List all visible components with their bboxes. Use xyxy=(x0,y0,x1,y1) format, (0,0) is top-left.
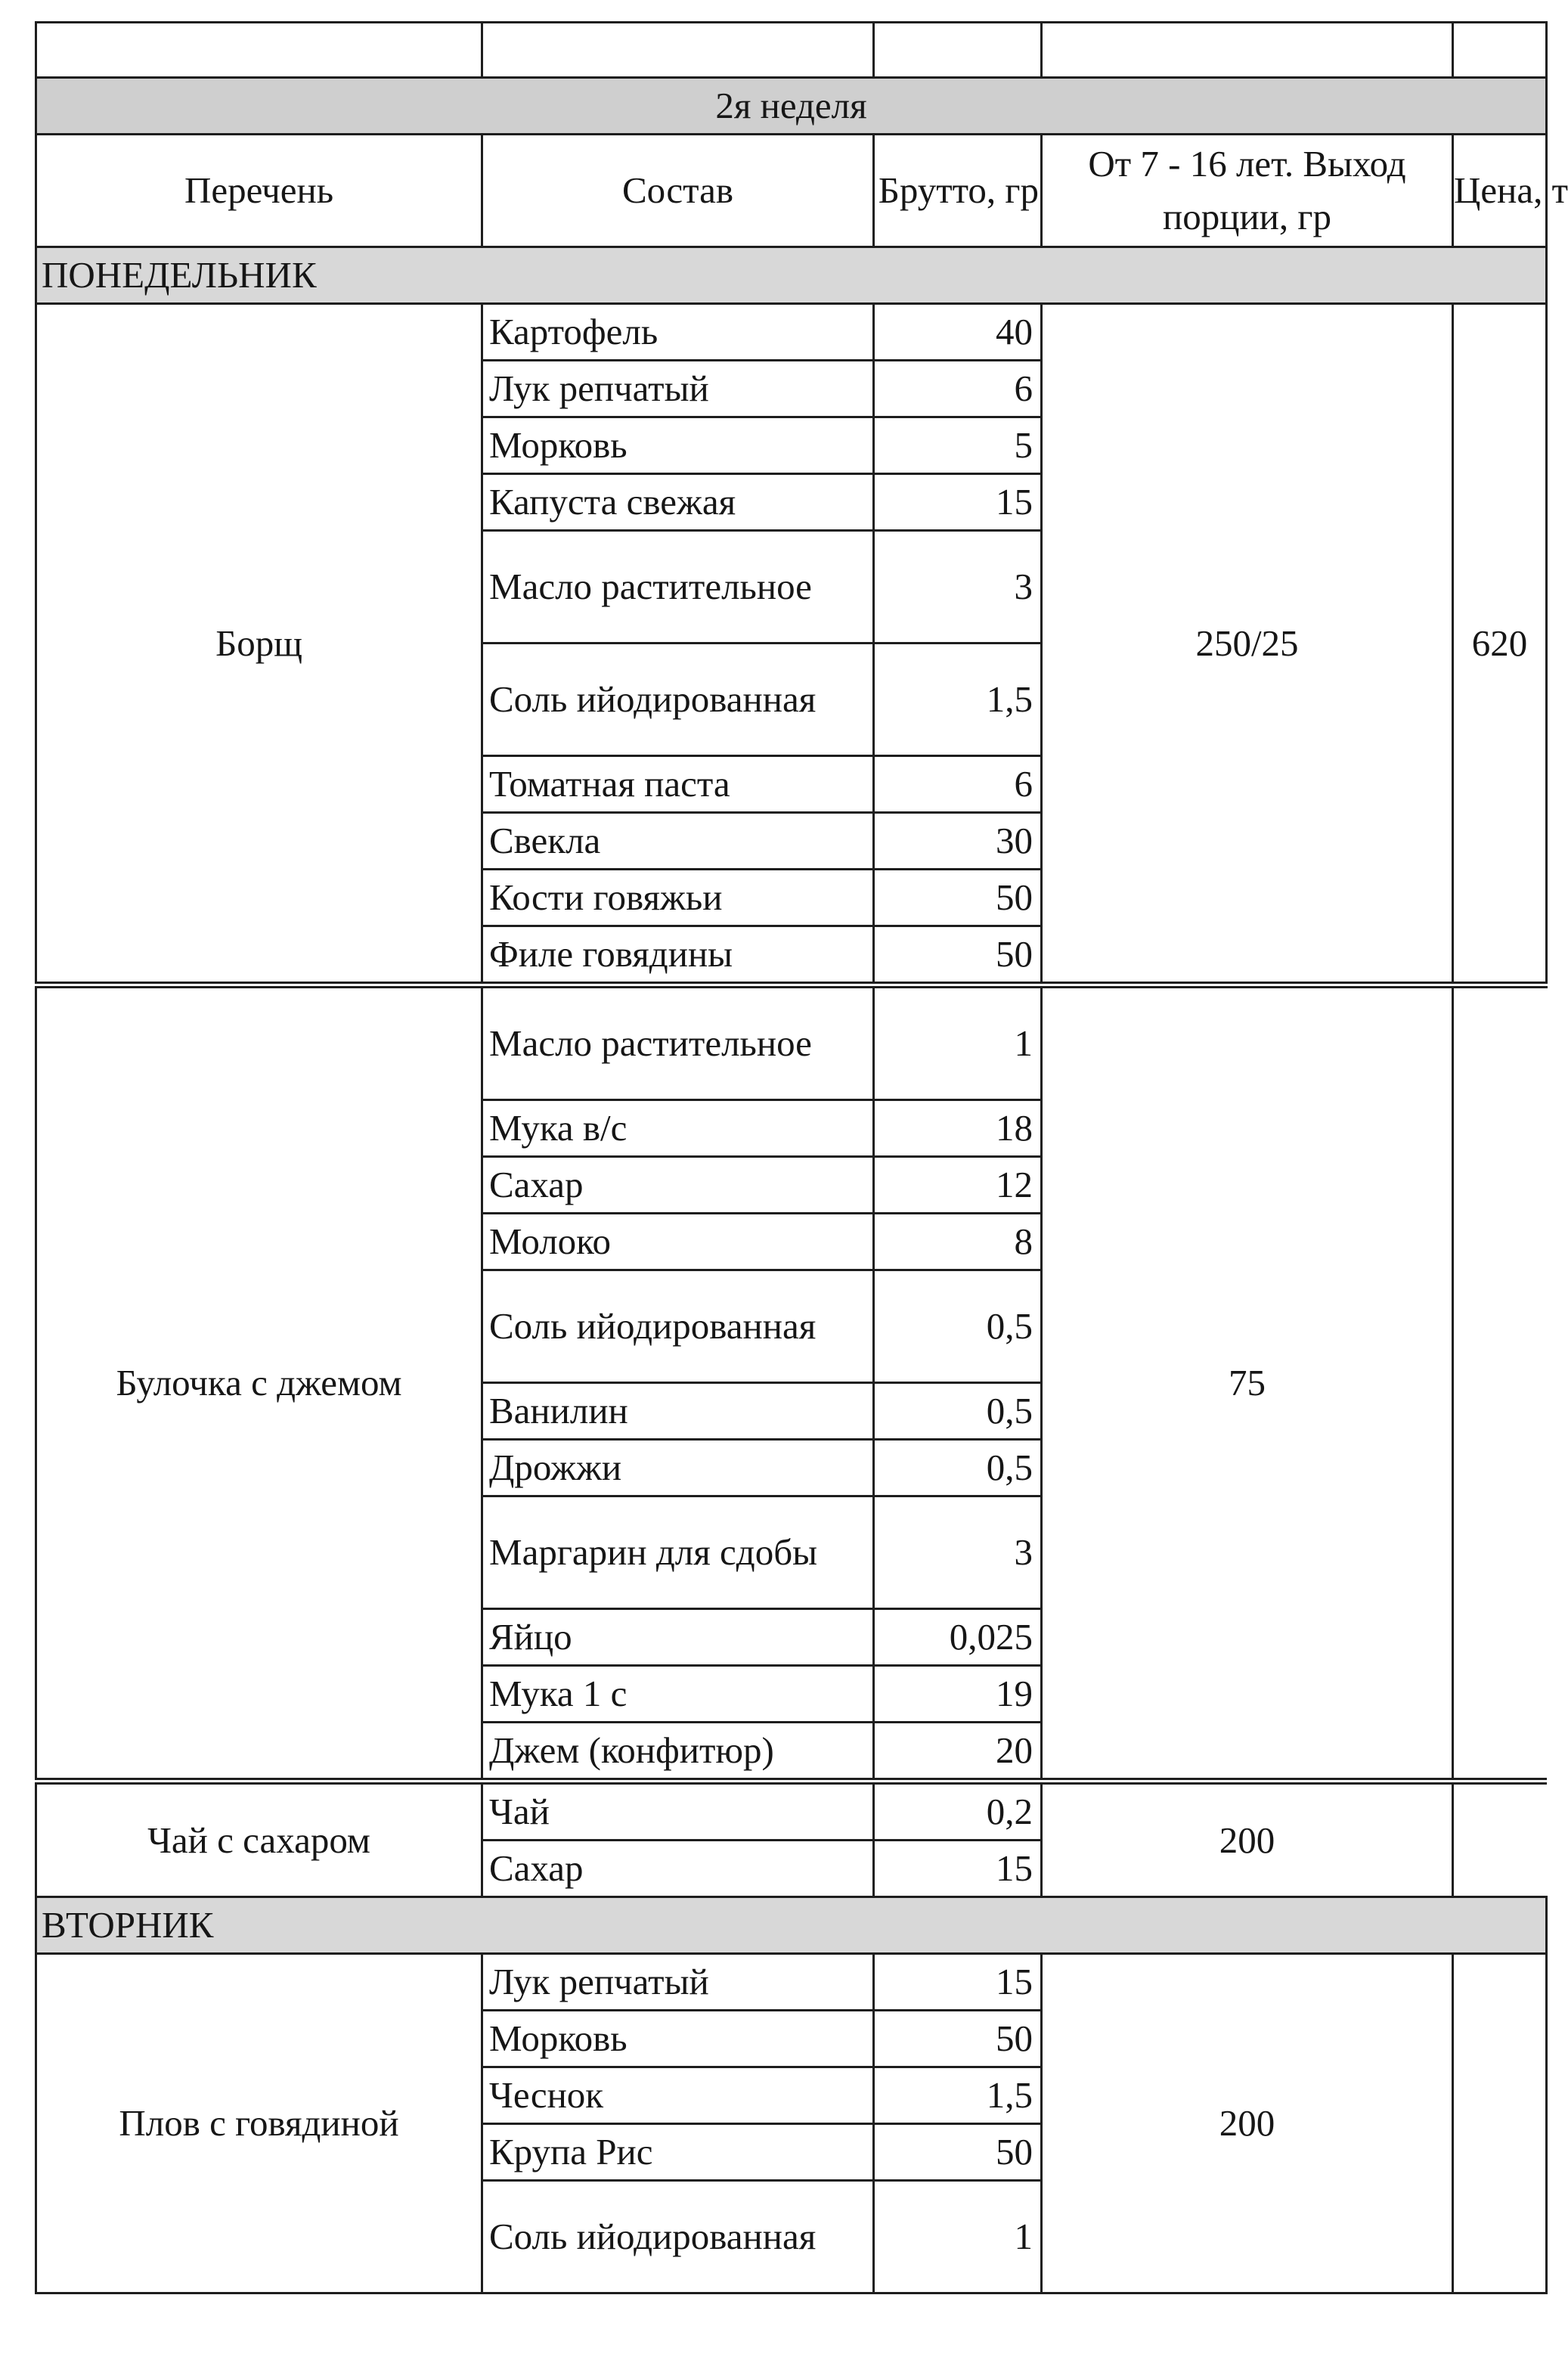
dish-output: 250/25 xyxy=(1042,304,1453,985)
day-header-row xyxy=(36,247,1547,304)
ingredient-row xyxy=(36,985,1547,1100)
week-title: 2я неделя xyxy=(36,78,1547,135)
ingredient-gross: 12 xyxy=(874,1157,1042,1214)
dish-output: 200 xyxy=(1042,1782,1453,1897)
ingredient-gross: 30 xyxy=(874,813,1042,870)
blank-cell xyxy=(874,23,1042,78)
ingredient-gross: 8 xyxy=(874,1214,1042,1270)
ingredient-gross: 3 xyxy=(874,1496,1042,1609)
ingredient-row xyxy=(36,304,1547,361)
ingredient-gross: 18 xyxy=(874,1100,1042,1157)
ingredient-name: Томатная паста xyxy=(482,756,874,813)
ingredient-name: Сахар xyxy=(482,1841,874,1897)
ingredient-name: Молоко xyxy=(482,1214,874,1270)
ingredient-name: Лук репчатый xyxy=(482,1954,874,2011)
dish-name: Плов с говядиной xyxy=(36,1954,482,2293)
ingredient-name: Маргарин для сдобы xyxy=(482,1496,874,1609)
ingredient-gross: 15 xyxy=(874,474,1042,531)
dish-name: Булочка с джемом xyxy=(36,985,482,1782)
ingredient-gross: 5 xyxy=(874,417,1042,474)
ingredient-name: Чай xyxy=(482,1782,874,1841)
ingredient-name: Капуста свежая xyxy=(482,474,874,531)
ingredient-gross: 1 xyxy=(874,985,1042,1100)
col-header-price: Цена, т xyxy=(1453,135,1547,247)
day-name: ВТОРНИК xyxy=(36,1897,1547,1954)
blank-cell xyxy=(1042,23,1453,78)
col-header-composition: Состав xyxy=(482,135,874,247)
ingredient-name: Джем (конфитюр) xyxy=(482,1723,874,1782)
menu-table xyxy=(35,21,1568,2294)
ingredient-name: Масло растительное xyxy=(482,531,874,644)
ingredient-gross: 0,5 xyxy=(874,1440,1042,1496)
dish-group xyxy=(36,985,1547,1782)
col-header-list: Перечень xyxy=(36,135,482,247)
ingredient-row xyxy=(36,1954,1547,2011)
ingredient-gross: 50 xyxy=(874,2011,1042,2067)
day-header-row xyxy=(36,1897,1547,1954)
ingredient-name: Чеснок xyxy=(482,2067,874,2124)
col-header-output-line2: порции, гр xyxy=(1163,196,1331,237)
ingredient-name: Мука 1 с xyxy=(482,1666,874,1723)
ingredient-gross: 15 xyxy=(874,1841,1042,1897)
ingredient-gross: 0,025 xyxy=(874,1609,1042,1666)
ingredient-name: Морковь xyxy=(482,2011,874,2067)
dish-group xyxy=(36,1782,1547,1897)
ingredient-gross: 40 xyxy=(874,304,1042,361)
blank-top-row xyxy=(36,23,1547,78)
ingredient-name: Масло растительное xyxy=(482,985,874,1100)
ingredient-gross: 1 xyxy=(874,2181,1042,2293)
ingredient-gross: 20 xyxy=(874,1723,1042,1782)
ingredient-name: Картофель xyxy=(482,304,874,361)
ingredient-name: Крупа Рис xyxy=(482,2124,874,2181)
dish-group xyxy=(36,1954,1547,2293)
ingredient-gross: 6 xyxy=(874,756,1042,813)
blank-cell xyxy=(482,23,874,78)
ingredient-gross: 1,5 xyxy=(874,644,1042,756)
ingredient-row xyxy=(36,1782,1547,1841)
col-header-output-line1: От 7 - 16 лет. Выход xyxy=(1088,143,1406,185)
dish-output: 75 xyxy=(1042,985,1453,1782)
ingredient-name: Филе говядины xyxy=(482,926,874,985)
ingredient-gross: 3 xyxy=(874,531,1042,644)
day-section xyxy=(36,1897,1547,1954)
dish-name: Чай с сахаром xyxy=(36,1782,482,1897)
ingredient-name: Дрожжи xyxy=(482,1440,874,1496)
column-header-row xyxy=(36,135,1547,247)
col-header-gross: Брутто, гр xyxy=(874,135,1042,247)
ingredient-name: Соль ийодированная xyxy=(482,644,874,756)
ingredient-gross: 0,2 xyxy=(874,1782,1042,1841)
day-name: ПОНЕДЕЛЬНИК xyxy=(36,247,1547,304)
ingredient-name: Ванилин xyxy=(482,1383,874,1440)
ingredient-name: Соль ийодированная xyxy=(482,2181,874,2293)
dish-output: 200 xyxy=(1042,1954,1453,2293)
ingredient-name: Соль ийодированная xyxy=(482,1270,874,1383)
blank-cell xyxy=(1453,23,1547,78)
dish-group xyxy=(36,304,1547,985)
ingredient-gross: 15 xyxy=(874,1954,1042,2011)
ingredient-name: Кости говяжьи xyxy=(482,870,874,926)
ingredient-gross: 0,5 xyxy=(874,1270,1042,1383)
ingredient-name: Сахар xyxy=(482,1157,874,1214)
day-price: 620 xyxy=(1453,304,1547,985)
col-header-output xyxy=(1042,135,1453,247)
week-title-row xyxy=(36,78,1547,135)
day-section xyxy=(36,247,1547,304)
ingredient-name: Морковь xyxy=(482,417,874,474)
blank-cell xyxy=(36,23,482,78)
ingredient-gross: 50 xyxy=(874,870,1042,926)
ingredient-name: Свекла xyxy=(482,813,874,870)
ingredient-name: Лук репчатый xyxy=(482,361,874,417)
ingredient-gross: 0,5 xyxy=(874,1383,1042,1440)
ingredient-name: Мука в/с xyxy=(482,1100,874,1157)
day-price xyxy=(1453,1954,1547,2293)
dish-name: Борщ xyxy=(36,304,482,985)
ingredient-gross: 1,5 xyxy=(874,2067,1042,2124)
ingredient-name: Яйцо xyxy=(482,1609,874,1666)
ingredient-gross: 50 xyxy=(874,2124,1042,2181)
ingredient-gross: 6 xyxy=(874,361,1042,417)
ingredient-gross: 19 xyxy=(874,1666,1042,1723)
menu-sheet xyxy=(35,21,1568,2294)
ingredient-gross: 50 xyxy=(874,926,1042,985)
